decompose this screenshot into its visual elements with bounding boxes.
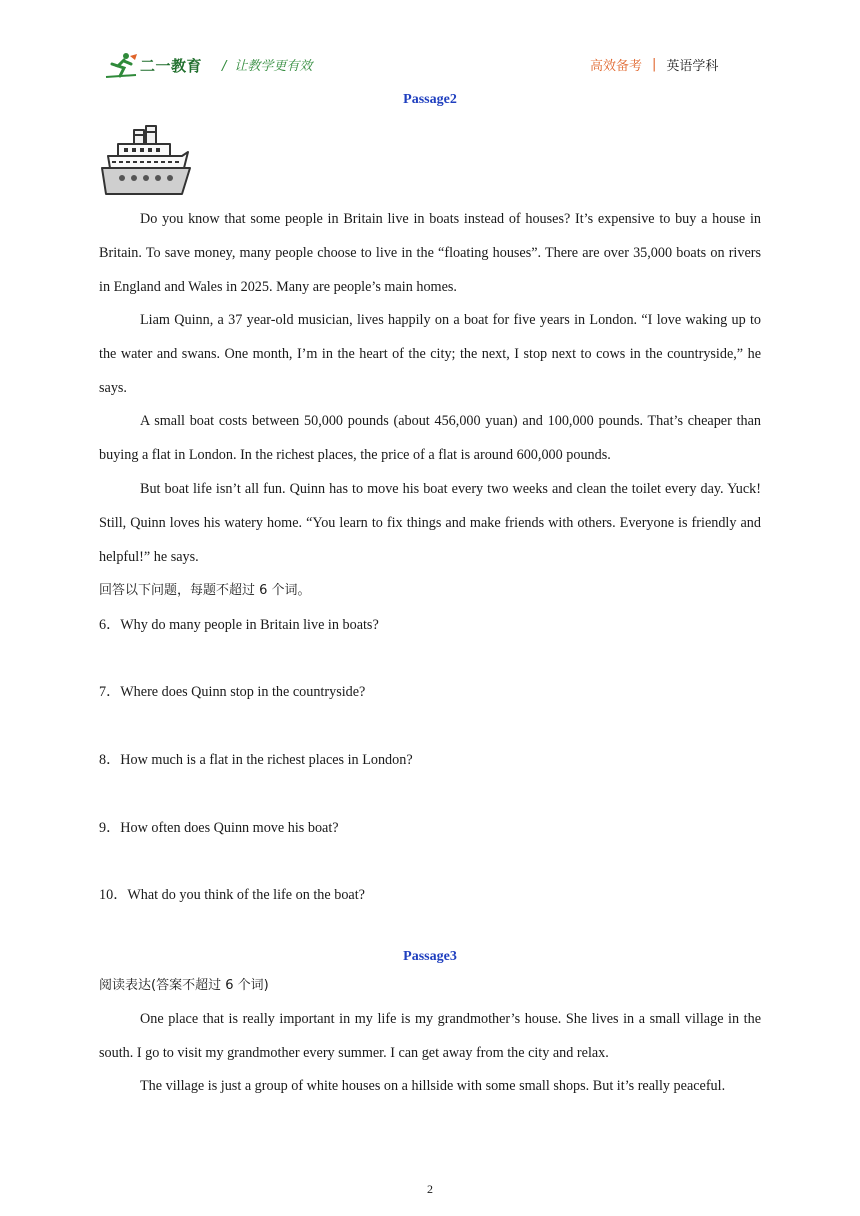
logo-text: 二一教育 <box>140 56 203 75</box>
passage3-title: Passage3 <box>403 949 457 964</box>
passage3-instruction: 阅读表达(答案不超过 6 个词) <box>99 978 269 993</box>
slogan <box>222 55 312 74</box>
slogan-slash: / <box>222 59 227 74</box>
passage3-paragraph-1: One place that is really important in my life is my grandmother’s house. She lives in a small village in the south. I go to visit my grandmother every summer. I can get away from the city and relax. <box>99 1011 761 1061</box>
question-6: 6．Why do many people in Britain live in boats? <box>99 617 379 633</box>
passage2-paragraph-2: Liam Quinn, a 37 year-old musician, lives happily on a boat for five years in London. “I love waking up to the water and swans. One month, I’m in the heart of the city; the next, I stop next to cows in the countryside,” he says. <box>99 312 761 396</box>
header-tag: 高效备考 <box>590 59 643 74</box>
passage3-paragraph-2: The village is just a group of white houses on a hillside with some small shops. But it’s really peaceful. <box>140 1078 726 1094</box>
question-7: 7．Where does Quinn stop in the countryside? <box>99 684 366 700</box>
page-header <box>0 0 860 90</box>
header-divider: | <box>652 57 657 72</box>
passage2-paragraph-1: Do you know that some people in Britain live in boats instead of houses? It’s expensive to buy a house in Britain. To save money, many people choose to live in the “floating houses”. There are over 35,000 boats on rivers in England and Wales in 2025. Many are people’s main homes. <box>99 211 761 295</box>
question-8: 8．How much is a flat in the richest places in London? <box>99 752 413 768</box>
passage2-paragraph-3: A small boat costs between 50,000 pounds (about 456,000 yuan) and 100,000 pounds. That’s cheaper than buying a flat in London. In the richest places, the price of a flat is around 600,000 pounds. <box>99 413 761 463</box>
passage2-instruction: 回答以下问题，每题不超过 6 个词。 <box>99 583 311 598</box>
runner-logo-icon <box>104 52 138 78</box>
ship-illustration <box>100 122 192 198</box>
slogan-text: 让教学更有效 <box>234 59 313 74</box>
header-subject <box>590 55 718 74</box>
page-number: 2 <box>427 1182 433 1196</box>
passage2-paragraph-4: But boat life isn’t all fun. Quinn has to move his boat every two weeks and clean the toilet every day. Yuck! Still, Quinn loves his watery home. “You learn to fix things and make friends with others. Everyone is friendly and helpful!” he says. <box>99 481 761 565</box>
header-subject-label: 英语学科 <box>666 59 719 74</box>
brand-logo <box>104 50 202 80</box>
question-9: 9．How often does Quinn move his boat? <box>99 820 339 836</box>
question-10: 10．What do you think of the life on the boat? <box>99 887 365 903</box>
passage2-title: Passage2 <box>403 92 457 107</box>
